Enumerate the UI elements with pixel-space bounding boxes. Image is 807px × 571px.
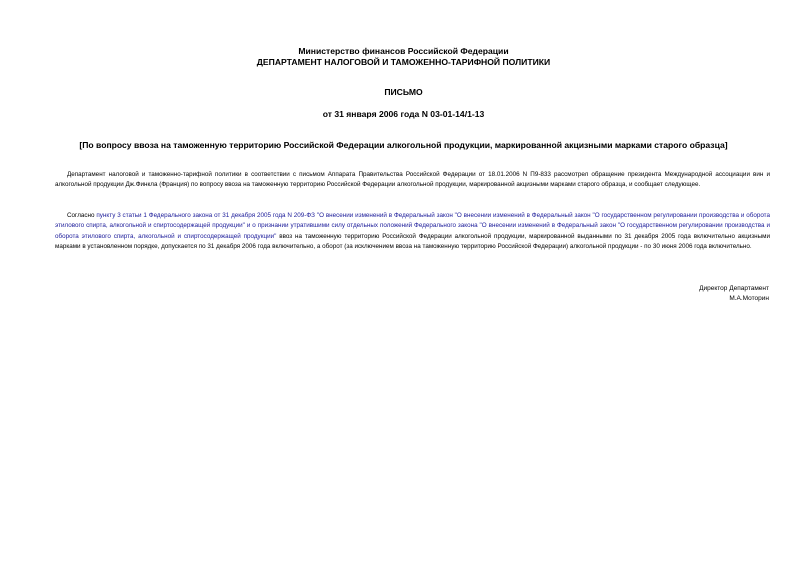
paragraph-2-prefix: Согласно [67, 212, 97, 219]
signature-name: М.А.Моторин [729, 295, 769, 302]
law-reference-link[interactable]: пункту 3 статьи 1 Федерального закона от 31 декабря 2005 года N 209-ФЗ "О внесении изменений в Федеральный закон "О внесении изменений в Федеральный закон "О государственном регулировании производства и оборота этилового спирта, алкогольной и спиртосодержащей продукции" и о признании утратившими силу отдельных положений Федерального закона "О внесении изменений в Федеральный закон "О государственном регулировании производства и оборота этилового спирта, алкогольной и спиртосодержащей продукции" [55, 212, 770, 240]
ministry-title: Министерство финансов Российской Федерации [298, 46, 509, 56]
document-type: ПИСЬМО [384, 87, 423, 97]
signature-title: Директор Департамент [699, 285, 769, 292]
document-subject: [По вопросу ввоза на таможенную территорию Российской Федерации алкогольной продукции, маркированной акцизными марками старого образца] [79, 140, 728, 150]
document-date-number: от 31 января 2006 года N 03-01-14/1-13 [322, 109, 485, 119]
body-paragraph-2 [55, 211, 770, 253]
department-title: ДЕПАРТАМЕНТ НАЛОГОВОЙ И ТАМОЖЕННО-ТАРИФНОЙ ПОЛИТИКИ [256, 57, 551, 67]
paragraph-2-suffix: ввоз на таможенную территорию Российской Федерации алкогольной продукции, маркированной выданными по 31 декабря 2005 года включительно акцизными марками в установленном порядке, допускается по 31 декабря 2006 года включительно, а оборот (за исключением ввоза на таможенную территорию Российской Федерации) алкогольной продукции - по 30 июня 2006 года включительно. [55, 232, 770, 251]
body-paragraph-1: Департамент налоговой и таможенно-тарифной политики в соответствии с письмом Аппарата Правительства Российской Федерации от 18.01.2006 N П9-833 рассмотрел обращение президента Международной ассоциации вин и алкогольной продукции Дж.Финкла (Франция) по вопросу ввоза на таможенную территорию Российской Федерации алкогольной продукции, маркированной акцизными марками старого образца, и сообщает следующее. [55, 171, 770, 189]
